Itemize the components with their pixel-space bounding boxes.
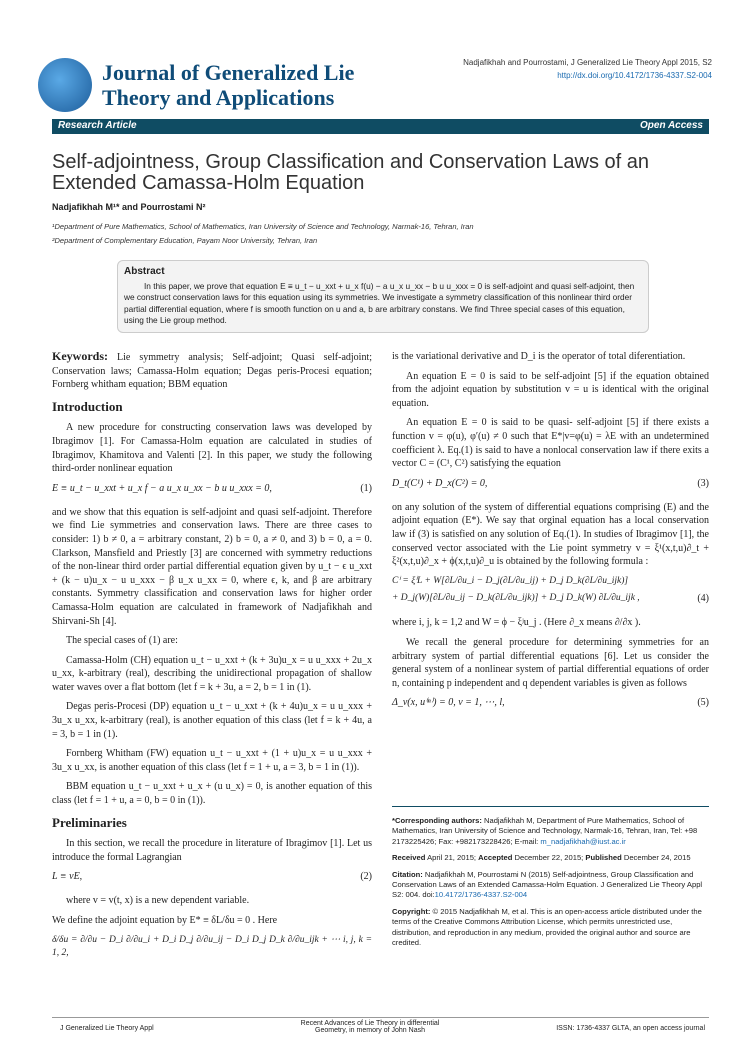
affiliation-2: ²Department of Complementary Education, Payam Noor University, Tehran, Iran	[52, 236, 318, 245]
intro-paragraph-7: BBM equation u_t − u_xxt + u_x + (u u_x) = 0, is another equation of this class (let f = 1 + u, a = 0, b = 0 in (1)).	[52, 781, 372, 807]
keywords-label: Keywords:	[52, 349, 108, 363]
corresponding-label: *Corresponding authors:	[392, 816, 482, 825]
corresponding-author-note	[392, 816, 709, 847]
equation-3-number: (3)	[697, 477, 709, 489]
authors: Nadjafikhah M¹* and Pourrostami N²	[52, 202, 206, 212]
copyright-label: Copyright:	[392, 906, 431, 916]
intro-paragraph-4: Camassa-Holm (CH) equation u_t − u_xxt + (k + 3u)u_x = u u_xxx + 2u_x u_xx, k-arbitrary (real), describing the unidirectional propagation of shallow water waves over a flat bottom (let f = k + 3u, a = 2, b = 1 in (1).	[52, 654, 372, 693]
article-type-bar	[52, 119, 709, 134]
keywords: Lie symmetry analysis; Self-adjoint; Quasi self-adjoint; Conservation laws; Camassa-Holm equation; Degas peris-Procesi equation; Fornberg whitham equation; BBM equation	[52, 352, 372, 391]
doi-link[interactable]: http://dx.doi.org/10.4172/1736-4337.S2-004	[557, 71, 712, 80]
preliminaries-heading: Preliminaries	[52, 814, 127, 830]
published-label: Published	[585, 853, 622, 863]
accepted-label: Accepted	[478, 853, 513, 863]
right-paragraph-6: We recall the general procedure for determining symmetries for an arbitrary system of partial differential equations [6]. Let us consider the general system of a nonlinear system of partial differential equations of order n, containing p independent and q dependent variables is given as follows	[392, 636, 709, 689]
equation-4	[392, 592, 709, 610]
prelim-paragraph-1: In this section, we recall the procedure in literature of Ibragimov [1]. Let us introduce the formal Lagrangian	[52, 838, 372, 863]
right-paragraph-3: An equation E = 0 is said to be quasi- self-adjoint [5] if there exists a function v = φ(u), φ′(u) ≠ 0 such that E*|v=φ(u) = λE with an undetermined coefficient λ. Eq.(1) is said to have a nonlocal conservation law if there exits a vector C = (C¹, C²) satisfying the equation	[392, 417, 709, 470]
article-title: Self-adjointness, Group Classification and Conservation Laws of an Extended Camassa-Holm Equation	[52, 151, 649, 194]
footnote-divider	[392, 806, 709, 807]
equation-2	[52, 870, 372, 888]
journal-logo	[38, 58, 92, 112]
intro-paragraph-3: The special cases of (1) are:	[66, 635, 178, 647]
footer-special-issue: Recent Advances of Lie Theory in differential Geometry, in memory of John Nash	[300, 1020, 440, 1034]
right-paragraph-5: where i, j, k = 1,2 and W = ϕ − ξʲu_j . (Here ∂_x means ∂/∂x ).	[392, 617, 641, 629]
equation-5-body: Δ_v(x, u⁽ⁿ⁾) = 0, v = 1, ⋯, l,	[392, 697, 505, 709]
left-column	[52, 350, 372, 961]
intro-paragraph-6: Fornberg Whitham (FW) equation u_t − u_xxt + (1 + u)u_x = u u_xxx + 3u_x u_xx, is another equation of this class (let f = 1 + u, a = 3, b = 1 in (1)).	[52, 748, 372, 773]
right-paragraph-1: is the variational derivative and D_i is the operator of total diferentiation.	[392, 351, 686, 362]
equation-5-number: (5)	[697, 697, 709, 709]
corresponding-text: Nadjafikhah M, Department of Pure Mathematics, School of Mathematics, Iran University of Science and Technology, Narmak-16, Tehran, Iran, Tel: +98 2173225426; Fax: +982173228426; E-mail:	[392, 816, 698, 846]
right-paragraph-4: on any solution of the system of differential equations comprising (E) and the adjoint equation (E*). We say that orginal equation has a local conservation law if (3) is satisfied on any solution of Eq.(1). In studies of Ibragimov [1], the conserved vector associated with the Lie point symmetry v = ξ¹(x,t,u)∂_t + ξ²(x,t,u)∂_x + ϕ(x,t,u)∂_u is obtained by the following formula :	[392, 501, 709, 568]
footer-divider	[52, 1017, 709, 1018]
citation-doi-link[interactable]: 10.4172/1736-4337.S2-004	[434, 890, 528, 900]
affiliation-1: ¹Department of Pure Mathematics, School of Mathematics, Iran University of Science and Technology, Narmak-16, Tehran, Iran	[52, 222, 474, 231]
email-link[interactable]: m_nadjafikhah@iust.ac.ir	[540, 836, 626, 846]
journal-title: Journal of Generalized Lie Theory and Applications	[102, 60, 355, 110]
equation-2-body: L ≡ vE,	[52, 871, 83, 883]
footnotes	[392, 816, 709, 948]
right-column	[392, 350, 709, 720]
footer-issn: ISSN: 1736-4337 GLTA, an open access journal	[556, 1025, 705, 1032]
research-article-label: Research Article	[58, 120, 137, 131]
accepted-date: December 22, 2015;	[514, 853, 584, 863]
abstract-box	[117, 260, 649, 333]
equation-1-body: E ≡ u_t − u_xxt + u_x f − a u_x u_xx − b u u_xxx = 0,	[52, 482, 272, 494]
equation-4-line-2: + D_j(W)[∂L/∂u_ij − D_k(∂L/∂u_ijk)] + D_j D_k(W) ∂L/∂u_ijk ,	[392, 593, 640, 604]
abstract-text: In this paper, we prove that equation E ≡ u_t − u_xxt + u_x f(u) − a u_x u_xx − b u u_xxx = 0 is self-adjoint and quasi self-adjoint, then we construct conservation laws for this equation using its symmetries. We investigate a symmetry classification of this nonlinear third order partial differential equation, where f is smooth function on u and a, b are arbitrary constans. We find Three special cases of this equation, using the Lie group method.	[124, 281, 635, 325]
introduction-heading: Introduction	[52, 398, 123, 414]
copyright-text: © 2015 Nadjafikhah M, et al. This is an open-access article distributed under the terms of the Creative Commons Attribution License, which permits unrestricted use, distribution, and reproduction in any medium, provided the original author and source are credited.	[392, 906, 702, 948]
copyright-note	[392, 907, 709, 949]
footer-journal: J Generalized Lie Theory Appl	[60, 1025, 154, 1032]
prelim-paragraph-3: We define the adjoint equation by E* ≡ δL/δu = 0 . Here	[52, 915, 278, 926]
citation-text: Nadjafikhah M, Pourrostami N (2015) Self-adjointness, Group Classification and Conservation Laws of an Extended Camassa-Holm Equation. J Generalized Lie Theory Appl S2: 004. doi:	[392, 869, 703, 900]
equation-1	[52, 482, 372, 500]
received-label: Received	[392, 853, 426, 863]
equation-3	[392, 477, 709, 495]
abstract-heading: Abstract	[124, 266, 165, 277]
prelim-paragraph-2: where v = v(t, x) is a new dependent variable.	[66, 895, 250, 907]
open-access-label: Open Access	[640, 120, 703, 131]
citation-note	[392, 870, 709, 901]
equation-2-number: (2)	[360, 871, 372, 883]
right-paragraph-2: An equation E = 0 is said to be self-adjoint [5] if the equation obtained from the adjoint equation by substitution v = u is identical with the original equation.	[392, 370, 709, 409]
intro-paragraph-2: and we show that this equation is self-adjoint and quasi self-adjoint. Therefore we find Lie symmetries and conservation laws. There are three cases to consider: 1) b ≠ 0, a = arbitrary constant, 2) b = 0, a ≠ 0, and 3) b = 0, a = 0. Clarkson, Mansfield and Priestly [3] are concerned with symmetry reductions of the non-linear third order partial differential equation given by u_t − ϵ u_xxt + (k − u)u_x − u u_xxx − β u_x u_xx = 0, where ϵ, k, and β are arbitrary constants. Symmetry classification and conservation laws for higher order Camassa-Holm equation are calculated in framework of Nadjafikhah and Shirvani-Sh [4].	[52, 506, 372, 627]
equation-3-body: D_t(C¹) + D_x(C²) = 0,	[392, 477, 488, 489]
intro-paragraph-5: Degas peris-Procesi (DP) equation u_t − u_xxt + (k + 4u)u_x = u u_xxx + 3u_x u_xx, k-arbitrary (real), is another equation of this class (let f = k + 4u, a = 3, b = 1 in (1).	[52, 701, 372, 740]
intro-paragraph-1: A new procedure for constructing conservation laws was developed by Ibragimov [1]. For Camassa-Holm equation are calculated in studies of Ibragimov, Khamitova and Valenti [2]. In this paper, we study the following third-order nonlinear equation	[52, 422, 372, 475]
citation-line: Nadjafikhah and Pourrostami, J Generalized Lie Theory Appl 2015, S2	[463, 58, 712, 67]
received-date: April 21, 2015;	[427, 853, 477, 863]
citation-label: Citation:	[392, 869, 423, 879]
published-date: December 24, 2015	[623, 853, 691, 863]
equation-4-number: (4)	[697, 593, 709, 605]
equation-5	[392, 696, 709, 714]
equation-1-number: (1)	[360, 482, 372, 494]
variational-derivative-equation: δ/δu = ∂/∂u − D_i ∂/∂u_i + D_i D_j ∂/∂u_ij − D_i D_j D_k ∂/∂u_ijk + ⋯ i, j, k = 1, 2,	[52, 934, 372, 959]
equation-4-line-1: Cⁱ = ξⁱL + W[∂L/∂u_i − D_j(∂L/∂u_ij) + D_j D_k(∂L/∂u_ijk)]	[392, 575, 629, 586]
dates-note	[392, 853, 709, 863]
